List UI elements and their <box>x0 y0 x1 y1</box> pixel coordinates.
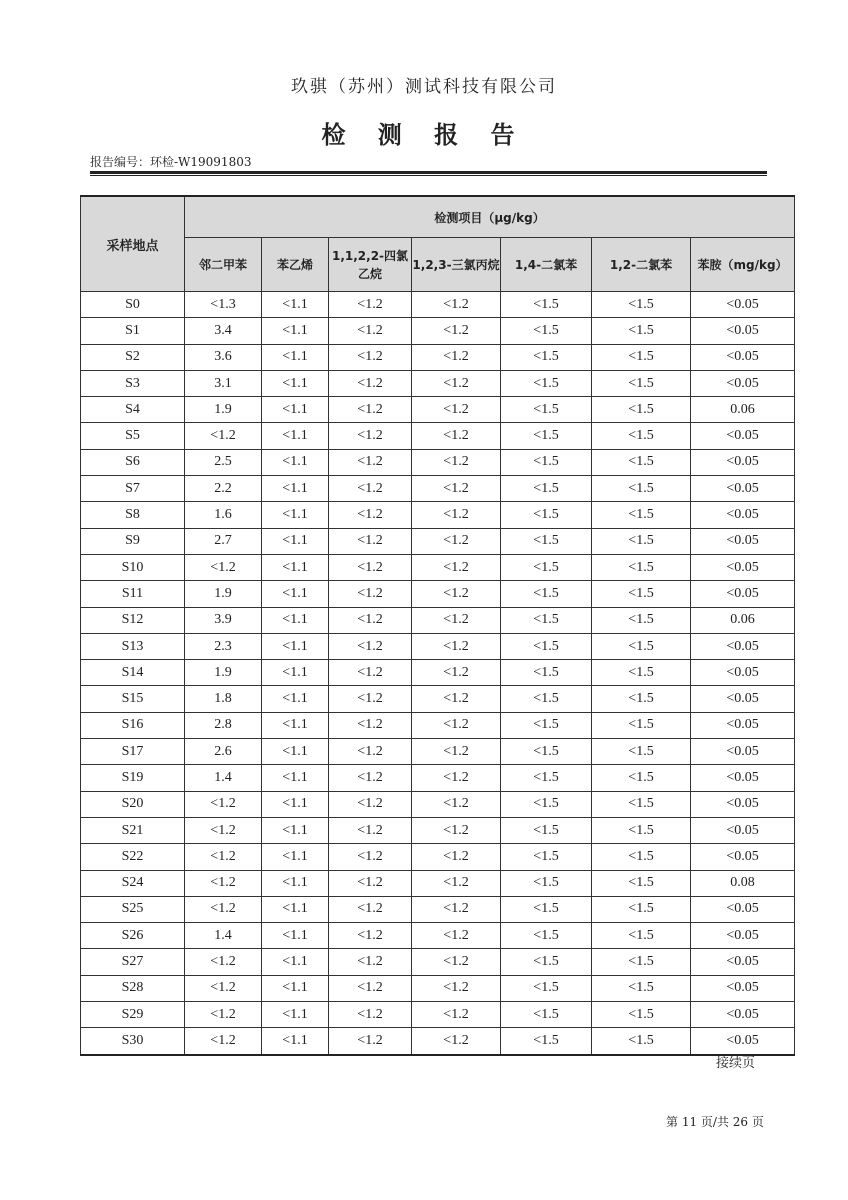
report-number: 报告编号：环检-W19091803 <box>90 155 252 169</box>
value-cell: <1.2 <box>329 607 412 633</box>
value-cell: <1.2 <box>185 975 262 1001</box>
value-cell: <1.3 <box>185 292 262 318</box>
site-cell: S3 <box>81 370 185 396</box>
value-cell: <1.5 <box>592 581 691 607</box>
value-cell: <1.2 <box>412 607 501 633</box>
value-cell: <0.05 <box>691 476 795 502</box>
value-cell: <1.5 <box>592 765 691 791</box>
value-cell: <1.5 <box>592 607 691 633</box>
table-row <box>81 476 795 502</box>
value-cell: <1.2 <box>329 660 412 686</box>
value-cell: <0.05 <box>691 449 795 475</box>
value-cell: <1.1 <box>262 660 329 686</box>
value-cell: <1.5 <box>592 660 691 686</box>
site-cell: S24 <box>81 870 185 896</box>
value-cell: <1.5 <box>501 1028 592 1055</box>
site-cell: S22 <box>81 844 185 870</box>
value-cell: <1.2 <box>329 344 412 370</box>
value-cell: <1.2 <box>329 528 412 554</box>
value-cell: <1.5 <box>592 397 691 423</box>
site-cell: S17 <box>81 739 185 765</box>
site-cell: S25 <box>81 896 185 922</box>
table-row <box>81 1002 795 1028</box>
site-cell: S10 <box>81 554 185 580</box>
site-cell: S4 <box>81 397 185 423</box>
value-cell: <1.1 <box>262 370 329 396</box>
value-cell: 0.06 <box>691 397 795 423</box>
value-cell: <1.2 <box>329 739 412 765</box>
column-header: 苯乙烯 <box>262 238 329 292</box>
table-row <box>81 344 795 370</box>
value-cell: <1.5 <box>592 870 691 896</box>
value-cell: <1.2 <box>329 949 412 975</box>
value-cell: <1.5 <box>592 370 691 396</box>
value-cell: <1.2 <box>412 449 501 475</box>
table-row <box>81 423 795 449</box>
site-cell: S16 <box>81 712 185 738</box>
value-cell: <1.5 <box>501 791 592 817</box>
value-cell: <1.5 <box>592 686 691 712</box>
value-cell: 3.6 <box>185 344 262 370</box>
value-cell: <1.1 <box>262 975 329 1001</box>
site-cell: S12 <box>81 607 185 633</box>
value-cell: <1.5 <box>592 502 691 528</box>
site-cell: S6 <box>81 449 185 475</box>
value-cell: 1.8 <box>185 686 262 712</box>
value-cell: <1.1 <box>262 949 329 975</box>
table-row <box>81 449 795 475</box>
table-row <box>81 318 795 344</box>
value-cell: <0.05 <box>691 581 795 607</box>
value-cell: <0.05 <box>691 817 795 843</box>
value-cell: <1.5 <box>501 554 592 580</box>
column-header: 1,2-二氯苯 <box>592 238 691 292</box>
value-cell: <1.2 <box>185 949 262 975</box>
value-cell: <1.2 <box>412 949 501 975</box>
site-cell: S9 <box>81 528 185 554</box>
value-cell: <0.05 <box>691 1028 795 1055</box>
value-cell: <1.2 <box>412 1002 501 1028</box>
column-header: 1,2,3-三氯丙烷 <box>412 238 501 292</box>
value-cell: <1.5 <box>501 397 592 423</box>
value-cell: <1.2 <box>412 476 501 502</box>
value-cell: <1.2 <box>412 896 501 922</box>
value-cell: <1.2 <box>412 423 501 449</box>
column-header: 1,4-二氯苯 <box>501 238 592 292</box>
value-cell: <1.5 <box>501 476 592 502</box>
value-cell: <1.5 <box>592 896 691 922</box>
value-cell: <1.1 <box>262 502 329 528</box>
table-row <box>81 739 795 765</box>
value-cell: <1.2 <box>185 791 262 817</box>
value-cell: <1.5 <box>592 817 691 843</box>
value-cell: <1.1 <box>262 344 329 370</box>
value-cell: <0.05 <box>691 739 795 765</box>
value-cell: <1.5 <box>592 528 691 554</box>
value-cell: 1.9 <box>185 581 262 607</box>
value-cell: <1.2 <box>329 423 412 449</box>
site-cell: S27 <box>81 949 185 975</box>
value-cell: <1.2 <box>329 397 412 423</box>
value-cell: <1.5 <box>592 476 691 502</box>
value-cell: <1.2 <box>329 502 412 528</box>
value-cell: <1.2 <box>412 923 501 949</box>
value-cell: <0.05 <box>691 791 795 817</box>
value-cell: <1.2 <box>329 476 412 502</box>
table-row <box>81 502 795 528</box>
value-cell: <1.1 <box>262 712 329 738</box>
value-cell: <0.05 <box>691 975 795 1001</box>
value-cell: <1.2 <box>329 844 412 870</box>
value-cell: <1.2 <box>185 844 262 870</box>
value-cell: <1.2 <box>412 633 501 659</box>
value-cell: <0.05 <box>691 686 795 712</box>
value-cell: 2.6 <box>185 739 262 765</box>
value-cell: 3.4 <box>185 318 262 344</box>
value-cell: <1.1 <box>262 397 329 423</box>
value-cell: <1.2 <box>412 318 501 344</box>
value-cell: <1.1 <box>262 449 329 475</box>
value-cell: <1.2 <box>185 817 262 843</box>
value-cell: <1.5 <box>592 712 691 738</box>
value-cell: <1.1 <box>262 765 329 791</box>
value-cell: <1.5 <box>501 870 592 896</box>
value-cell: 2.2 <box>185 476 262 502</box>
value-cell: <0.05 <box>691 528 795 554</box>
site-cell: S15 <box>81 686 185 712</box>
value-cell: <1.2 <box>412 344 501 370</box>
table-row <box>81 923 795 949</box>
value-cell: 2.5 <box>185 449 262 475</box>
table-row <box>81 660 795 686</box>
value-cell: <1.2 <box>185 554 262 580</box>
site-cell: S5 <box>81 423 185 449</box>
table-row <box>81 607 795 633</box>
column-header: 1,1,2,2-四氯乙烷 <box>329 238 412 292</box>
value-cell: <1.2 <box>412 397 501 423</box>
header-divider-thin <box>90 175 767 176</box>
table-row <box>81 949 795 975</box>
value-cell: <1.2 <box>185 896 262 922</box>
value-cell: 0.06 <box>691 607 795 633</box>
table-row <box>81 370 795 396</box>
site-column-header: 采样地点 <box>81 196 185 292</box>
value-cell: <1.2 <box>329 975 412 1001</box>
value-cell: <1.5 <box>501 502 592 528</box>
value-cell: <1.2 <box>412 686 501 712</box>
site-cell: S2 <box>81 344 185 370</box>
value-cell: <1.2 <box>329 1028 412 1055</box>
table-row <box>81 292 795 318</box>
value-cell: <1.1 <box>262 318 329 344</box>
column-header-row <box>81 238 795 292</box>
value-cell: <1.5 <box>501 923 592 949</box>
value-cell: <1.5 <box>592 1028 691 1055</box>
value-cell: <1.5 <box>501 528 592 554</box>
site-cell: S21 <box>81 817 185 843</box>
value-cell: 1.9 <box>185 660 262 686</box>
value-cell: 1.4 <box>185 923 262 949</box>
value-cell: <0.05 <box>691 660 795 686</box>
value-cell: <1.2 <box>412 581 501 607</box>
value-cell: <1.5 <box>501 292 592 318</box>
value-cell: <1.2 <box>329 1002 412 1028</box>
value-cell: <1.5 <box>592 318 691 344</box>
value-cell: <1.2 <box>329 765 412 791</box>
value-cell: <1.2 <box>412 502 501 528</box>
report-title: 检 测 报 告 <box>321 120 527 149</box>
value-cell: <1.5 <box>501 633 592 659</box>
value-cell: 1.6 <box>185 502 262 528</box>
value-cell: <1.2 <box>329 318 412 344</box>
value-cell: <1.2 <box>412 791 501 817</box>
table-row <box>81 633 795 659</box>
value-cell: 1.4 <box>185 765 262 791</box>
value-cell: <1.5 <box>501 739 592 765</box>
value-cell: <1.2 <box>412 370 501 396</box>
value-cell: <0.05 <box>691 765 795 791</box>
value-cell: <1.5 <box>501 581 592 607</box>
table-row <box>81 896 795 922</box>
value-cell: <1.2 <box>329 370 412 396</box>
table-row <box>81 712 795 738</box>
value-cell: <1.5 <box>592 949 691 975</box>
value-cell: <1.5 <box>592 739 691 765</box>
value-cell: <1.1 <box>262 607 329 633</box>
value-cell: <1.5 <box>592 633 691 659</box>
value-cell: <1.5 <box>592 844 691 870</box>
results-table <box>80 195 795 1056</box>
table-body <box>81 292 795 1055</box>
value-cell: <0.05 <box>691 1002 795 1028</box>
value-cell: <1.2 <box>412 975 501 1001</box>
value-cell: <1.1 <box>262 896 329 922</box>
site-cell: S29 <box>81 1002 185 1028</box>
value-cell: <1.2 <box>329 554 412 580</box>
value-cell: <1.5 <box>501 844 592 870</box>
value-cell: <1.1 <box>262 476 329 502</box>
value-cell: <1.5 <box>501 949 592 975</box>
value-cell: <1.5 <box>501 975 592 1001</box>
value-cell: <1.5 <box>501 1002 592 1028</box>
table-row <box>81 528 795 554</box>
value-cell: <1.1 <box>262 292 329 318</box>
value-cell: <0.05 <box>691 712 795 738</box>
value-cell: <1.1 <box>262 923 329 949</box>
value-cell: <0.05 <box>691 318 795 344</box>
value-cell: <0.05 <box>691 554 795 580</box>
value-cell: <1.2 <box>329 292 412 318</box>
value-cell: <1.1 <box>262 554 329 580</box>
value-cell: <1.5 <box>592 791 691 817</box>
table-row <box>81 397 795 423</box>
value-cell: <1.2 <box>412 660 501 686</box>
value-cell: <1.2 <box>412 528 501 554</box>
site-cell: S8 <box>81 502 185 528</box>
value-cell: <1.1 <box>262 817 329 843</box>
value-cell: <1.5 <box>501 370 592 396</box>
header-divider <box>90 171 767 174</box>
table-row <box>81 791 795 817</box>
value-cell: <1.5 <box>501 344 592 370</box>
value-cell: 2.3 <box>185 633 262 659</box>
value-cell: <1.5 <box>501 318 592 344</box>
value-cell: <1.5 <box>592 975 691 1001</box>
table-row <box>81 975 795 1001</box>
table-row <box>81 765 795 791</box>
value-cell: <1.5 <box>592 292 691 318</box>
column-header: 邻二甲苯 <box>185 238 262 292</box>
value-cell: <1.5 <box>501 660 592 686</box>
value-cell: <1.2 <box>412 817 501 843</box>
table-row <box>81 844 795 870</box>
value-cell: <1.2 <box>412 844 501 870</box>
value-cell: <1.2 <box>185 870 262 896</box>
value-cell: <1.1 <box>262 1002 329 1028</box>
test-items-header: 检测项目（μg/kg） <box>185 196 795 238</box>
value-cell: <1.5 <box>592 344 691 370</box>
value-cell: <1.2 <box>329 896 412 922</box>
value-cell: 0.08 <box>691 870 795 896</box>
company-name: 玖骐（苏州）测试科技有限公司 <box>291 77 557 97</box>
site-cell: S19 <box>81 765 185 791</box>
value-cell: <1.5 <box>501 686 592 712</box>
value-cell: <1.5 <box>501 607 592 633</box>
continued-note: 接续页 <box>716 1056 756 1071</box>
value-cell: <1.2 <box>329 923 412 949</box>
value-cell: <1.2 <box>329 581 412 607</box>
value-cell: <1.1 <box>262 791 329 817</box>
value-cell: <1.2 <box>185 423 262 449</box>
value-cell: <1.2 <box>412 712 501 738</box>
site-cell: S1 <box>81 318 185 344</box>
value-cell: <0.05 <box>691 923 795 949</box>
value-cell: <1.5 <box>592 923 691 949</box>
value-cell: <1.2 <box>185 1002 262 1028</box>
value-cell: 2.8 <box>185 712 262 738</box>
value-cell: <1.2 <box>412 765 501 791</box>
column-header: 苯胺（mg/kg） <box>691 238 795 292</box>
value-cell: <1.2 <box>329 633 412 659</box>
value-cell: <0.05 <box>691 633 795 659</box>
value-cell: <1.2 <box>329 712 412 738</box>
site-cell: S26 <box>81 923 185 949</box>
value-cell: <1.5 <box>592 449 691 475</box>
value-cell: <1.2 <box>412 870 501 896</box>
site-cell: S7 <box>81 476 185 502</box>
value-cell: <1.5 <box>501 765 592 791</box>
page-number: 第 11 页/共 26 页 <box>666 1115 764 1129</box>
value-cell: <1.1 <box>262 739 329 765</box>
value-cell: <0.05 <box>691 344 795 370</box>
value-cell: <1.2 <box>329 791 412 817</box>
site-cell: S13 <box>81 633 185 659</box>
value-cell: <1.5 <box>501 817 592 843</box>
site-cell: S14 <box>81 660 185 686</box>
value-cell: <1.1 <box>262 1028 329 1055</box>
value-cell: <1.2 <box>185 1028 262 1055</box>
value-cell: <1.2 <box>329 870 412 896</box>
value-cell: <1.1 <box>262 581 329 607</box>
table-row <box>81 554 795 580</box>
value-cell: <1.2 <box>412 739 501 765</box>
value-cell: <1.1 <box>262 423 329 449</box>
value-cell: <0.05 <box>691 423 795 449</box>
site-cell: S11 <box>81 581 185 607</box>
value-cell: <1.1 <box>262 844 329 870</box>
value-cell: <1.2 <box>412 1028 501 1055</box>
value-cell: <0.05 <box>691 949 795 975</box>
table-row <box>81 581 795 607</box>
value-cell: <1.2 <box>329 817 412 843</box>
table-row <box>81 870 795 896</box>
value-cell: <1.5 <box>501 449 592 475</box>
table-row <box>81 686 795 712</box>
value-cell: 3.9 <box>185 607 262 633</box>
value-cell: <1.5 <box>501 423 592 449</box>
value-cell: <1.1 <box>262 528 329 554</box>
value-cell: <1.1 <box>262 686 329 712</box>
value-cell: <1.2 <box>412 554 501 580</box>
value-cell: <0.05 <box>691 370 795 396</box>
value-cell: <0.05 <box>691 502 795 528</box>
value-cell: <1.2 <box>329 686 412 712</box>
value-cell: <1.2 <box>329 449 412 475</box>
value-cell: <0.05 <box>691 292 795 318</box>
value-cell: <1.5 <box>592 423 691 449</box>
table-row <box>81 1028 795 1055</box>
value-cell: <1.1 <box>262 870 329 896</box>
value-cell: 1.9 <box>185 397 262 423</box>
value-cell: <1.1 <box>262 633 329 659</box>
site-cell: S20 <box>81 791 185 817</box>
value-cell: <0.05 <box>691 896 795 922</box>
value-cell: <1.5 <box>592 554 691 580</box>
value-cell: <1.2 <box>412 292 501 318</box>
value-cell: <1.5 <box>501 712 592 738</box>
site-cell: S28 <box>81 975 185 1001</box>
value-cell: <1.5 <box>592 1002 691 1028</box>
value-cell: <1.5 <box>501 896 592 922</box>
site-cell: S30 <box>81 1028 185 1055</box>
value-cell: 2.7 <box>185 528 262 554</box>
site-cell: S0 <box>81 292 185 318</box>
value-cell: <0.05 <box>691 844 795 870</box>
value-cell: 3.1 <box>185 370 262 396</box>
table-row <box>81 817 795 843</box>
